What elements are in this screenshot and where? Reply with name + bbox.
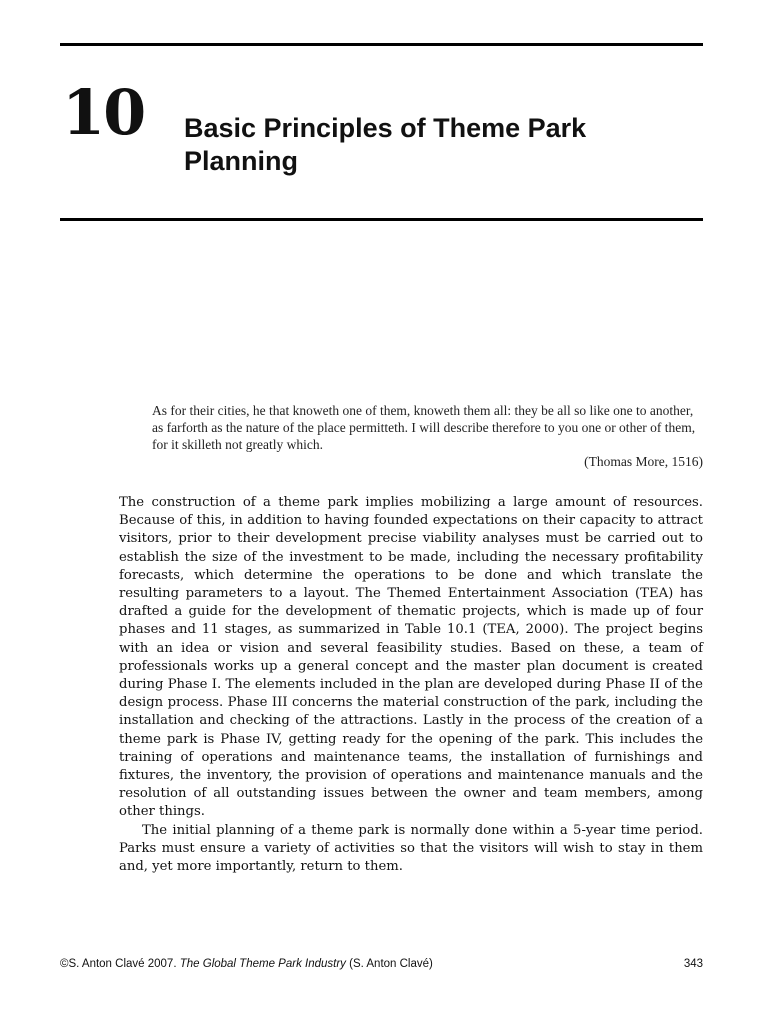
- footer-book-title: The Global Theme Park Industry: [179, 958, 346, 970]
- footer-copyright: ©S. Anton Clavé 2007.: [60, 958, 177, 970]
- epigraph-quote: As for their cities, he that knoweth one of them, knoweth them all: they be all so like one to another, as farforth as the nature of the place permitteth. I will describe therefore to you one or other of them, for it skilleth not greatly which.: [152, 403, 696, 452]
- body-paragraph: The initial planning of a theme park is normally done within a 5-year time period. Parks must ensure a variety of activities so that the visitors will wish to stay in them and, yet more importantly, return to them.: [119, 822, 703, 875]
- page-footer: [60, 957, 703, 972]
- body-text: [119, 494, 703, 876]
- bottom-rule: [60, 218, 703, 221]
- page-number: 343: [683, 958, 703, 970]
- chapter-number: 10: [62, 76, 145, 149]
- top-rule: [60, 43, 703, 46]
- epigraph-attribution: (Thomas More, 1516): [584, 454, 703, 469]
- footer-author-note: (S. Anton Clavé): [349, 958, 433, 970]
- epigraph: [152, 402, 703, 470]
- body-paragraph: The construction of a theme park implies mobilizing a large amount of resources. Because of this, in addition to having founded expectations on their capacity to attract visitors, prior to their development precise viability analyses must be carried out to establish the size of the investment to be made, including the necessary profitability forecasts, which determine the operations to be done and which translate the resulting parameters to a layout. The Themed Entertainment Association (TEA) has drafted a guide for the development of thematic projects, which is made up of four phases and 11 stages, as summarized in Table 10.1 (TEA, 2000). The project begins with an idea or vision and several feasibility studies. Based on these, a team of professionals works up a general concept and the master plan document is created during Phase I. The elements included in the plan are developed during Phase II of the design process. Phase III concerns the material construction of the park, including the installation and checking of the attractions. Lastly in the process of the creation of a theme park is Phase IV, getting ready for the opening of the park. This includes the training of operations and maintenance teams, the installation of furnishings and fixtures, the inventory, the provision of operations and maintenance manuals and the resolution of all outstanding issues between the owner and team members, among other things.: [119, 495, 703, 820]
- chapter-title: Basic Principles of Theme Park Planning: [184, 113, 587, 176]
